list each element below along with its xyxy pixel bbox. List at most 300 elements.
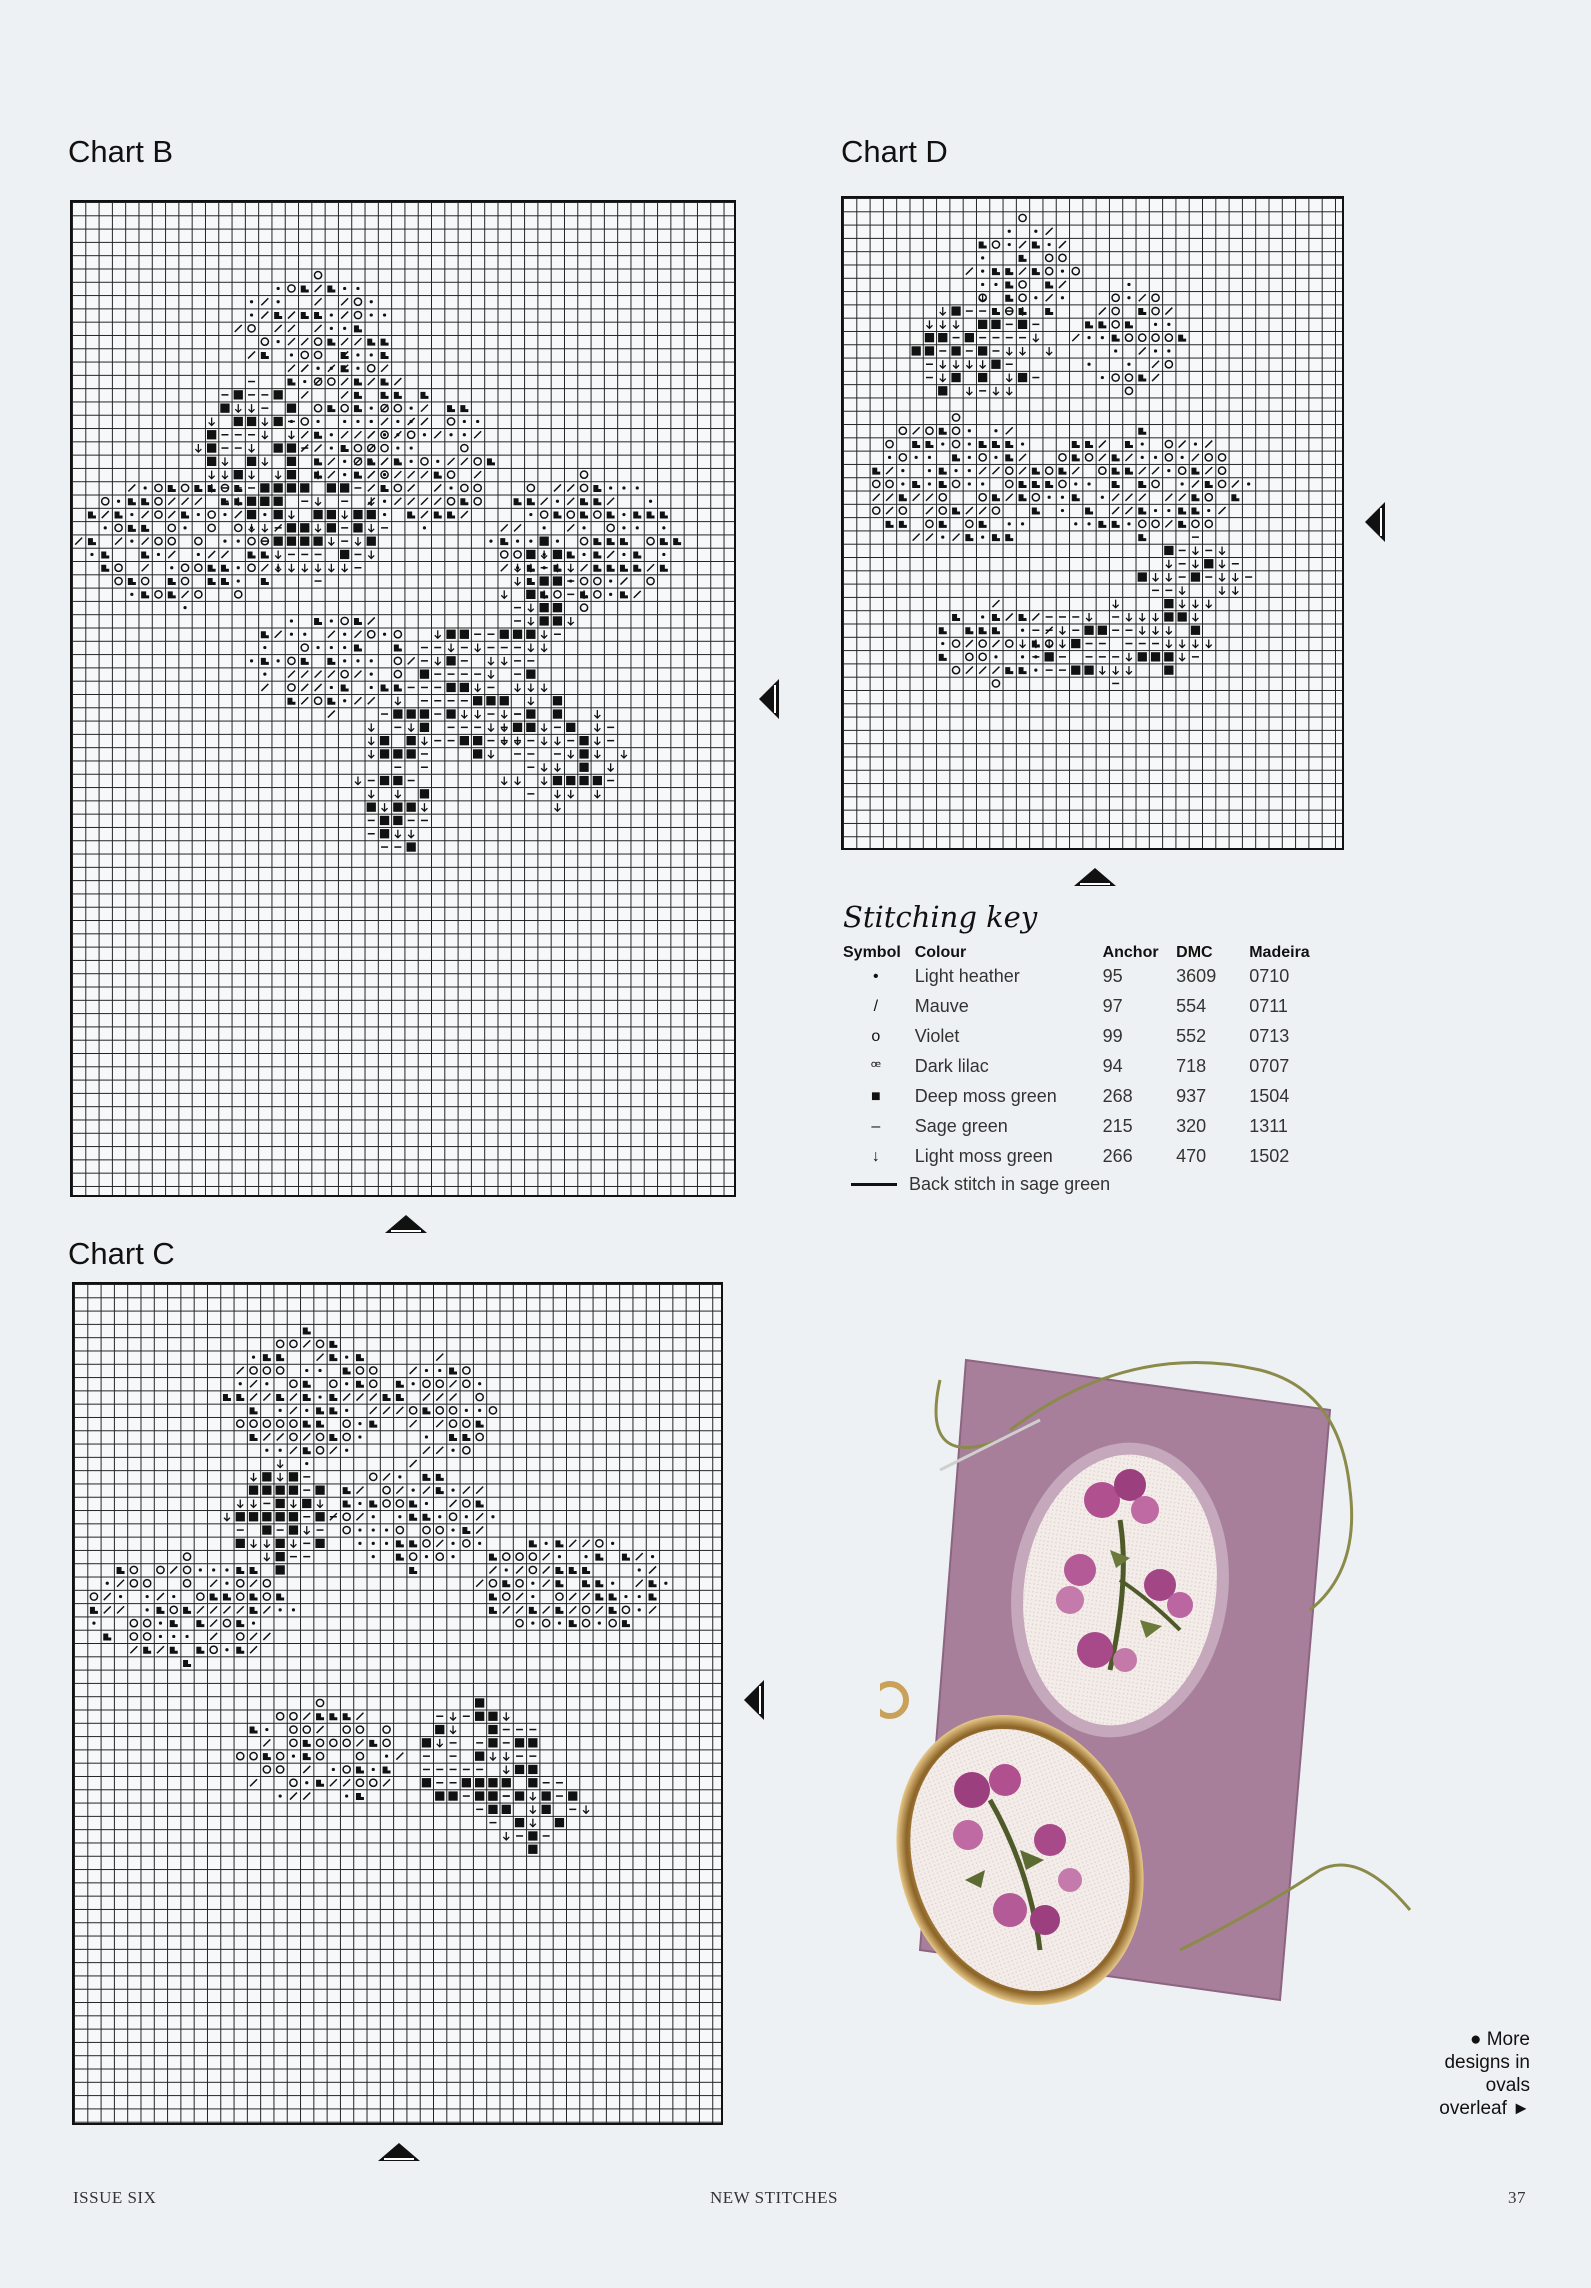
stitch-symbol <box>939 494 946 501</box>
stitch-symbol <box>609 579 612 582</box>
stitch-symbol <box>501 564 508 571</box>
stitch-symbol <box>1019 294 1026 301</box>
stitch-symbol <box>381 458 388 465</box>
key-row <box>843 1116 1323 1146</box>
stitch-symbol <box>181 484 188 491</box>
stitch-symbol <box>1153 573 1159 581</box>
stitch-symbol <box>1018 320 1027 329</box>
stitch-symbol <box>636 486 639 489</box>
stitch-symbol <box>940 320 946 328</box>
stitch-symbol <box>396 433 399 436</box>
stitch-symbol <box>1084 666 1093 675</box>
stitch-symbol <box>1166 626 1172 634</box>
stitch-symbol <box>247 457 256 466</box>
stitch-symbol <box>1127 522 1130 525</box>
stitch-symbol <box>249 444 255 452</box>
stitch-symbol <box>981 615 984 618</box>
more-line3: ovals <box>1485 2075 1530 2096</box>
stitch-symbol <box>343 460 346 463</box>
stitch-symbol <box>556 1593 563 1600</box>
stitch-symbol <box>279 1608 282 1611</box>
stitch-symbol <box>208 524 215 531</box>
stitch-symbol <box>594 710 600 718</box>
stitch-symbol <box>383 1766 391 1773</box>
stitch-symbol <box>383 1407 390 1414</box>
stitch-symbol <box>505 1568 508 1571</box>
stitch-symbol <box>287 404 296 413</box>
stitch-symbol <box>102 498 109 505</box>
stitch-symbol <box>1033 334 1039 342</box>
stitch-symbol <box>501 777 507 785</box>
stitch-symbol <box>1165 334 1172 341</box>
stitch-symbol <box>1085 508 1093 515</box>
stitch-symbol <box>526 670 535 679</box>
stitch-symbol <box>249 471 255 479</box>
stitch-symbol <box>899 454 906 461</box>
stitch-symbol <box>611 1582 614 1585</box>
stitch-symbol <box>276 1539 285 1548</box>
stitch-symbol <box>250 1407 258 1414</box>
stitch-symbol <box>462 1778 471 1787</box>
stitch-symbol <box>939 481 947 488</box>
stitch-symbol <box>328 631 335 638</box>
stitch-symbol <box>1045 652 1054 661</box>
stitch-symbol <box>449 1434 457 1441</box>
stitch-symbol <box>368 697 375 704</box>
stitch-symbol <box>275 631 282 638</box>
stitch-symbol <box>582 1606 589 1613</box>
stitch-symbol <box>212 1568 215 1571</box>
stitch-symbol <box>1192 640 1198 648</box>
stitch-symbol <box>302 1499 311 1508</box>
stitch-symbol <box>290 353 293 356</box>
stitch-symbol <box>622 553 625 556</box>
stitch-symbol <box>356 1381 364 1388</box>
stitch-symbol <box>461 511 468 518</box>
stitch-symbol <box>368 431 375 438</box>
stitch-symbol <box>421 405 428 412</box>
stitch-symbol <box>236 1539 245 1548</box>
stitch-symbol <box>529 1553 536 1560</box>
stitch-symbol <box>1178 612 1187 621</box>
stitch-symbol <box>353 510 362 519</box>
stitch-symbol <box>422 1778 431 1787</box>
stitch-symbol <box>463 433 466 436</box>
stitch-symbol <box>436 460 439 463</box>
stitch-symbol <box>370 313 373 316</box>
stitch-symbol <box>583 1805 589 1813</box>
stitch-symbol <box>1034 230 1037 233</box>
stitch-symbol <box>530 1819 536 1827</box>
stitch-symbol <box>300 483 309 492</box>
stitch-symbol <box>328 471 335 478</box>
stitch-symbol <box>1154 323 1157 326</box>
stitch-symbol <box>300 537 309 546</box>
stitch-symbol <box>553 709 562 718</box>
stitch-symbol <box>354 671 361 678</box>
stitch-symbol <box>501 710 507 718</box>
stitch-symbol <box>446 709 455 718</box>
stitch-symbol <box>516 1620 523 1627</box>
stitch-symbol <box>436 1394 443 1401</box>
stitch-symbol <box>580 512 588 519</box>
stitch-symbol <box>489 1407 496 1414</box>
stitch-symbol <box>410 407 413 410</box>
stitch-symbol <box>287 537 296 546</box>
stitch-symbol <box>1045 481 1053 488</box>
stitch-symbol <box>287 457 296 466</box>
stitch-symbol <box>1127 363 1130 366</box>
stitch-symbol <box>595 1594 603 1601</box>
stitch-symbol <box>237 540 240 543</box>
stitch-symbol <box>1005 281 1013 288</box>
stitch-symbol <box>1087 522 1090 525</box>
stitch-symbol <box>607 538 615 545</box>
stitch-symbol <box>1206 600 1212 608</box>
stitch-symbol <box>463 1447 470 1454</box>
stitch-symbol <box>1194 442 1197 445</box>
stitch-symbol <box>1019 281 1026 288</box>
stitch-symbol <box>1164 546 1173 555</box>
stitch-symbol <box>1152 467 1159 474</box>
key-symbol: ■ <box>871 1087 881 1105</box>
stitch-symbol <box>475 1752 484 1761</box>
stitch-symbol <box>367 510 376 519</box>
stitch-symbol <box>303 1447 311 1454</box>
stitch-symbol <box>157 1593 164 1600</box>
stitch-symbol <box>450 1380 457 1387</box>
stitch-symbol <box>368 550 374 558</box>
stitch-symbol <box>1098 626 1107 635</box>
stitch-symbol <box>315 1486 324 1495</box>
stitch-symbol <box>609 1620 616 1627</box>
stitch-symbol <box>1179 600 1185 608</box>
stitch-symbol <box>314 338 321 345</box>
stitch-symbol <box>526 550 535 559</box>
stitch-symbol <box>928 456 931 459</box>
stitch-symbol <box>1139 520 1146 527</box>
stitch-symbol <box>367 803 376 812</box>
stitch-symbol <box>341 671 348 678</box>
stitch-symbol <box>305 1369 308 1372</box>
stitch-symbol <box>1048 496 1051 499</box>
stitch-symbol <box>461 484 468 491</box>
stitch-symbol <box>381 352 389 359</box>
stitch-symbol <box>343 1394 350 1401</box>
stitch-symbol <box>607 512 615 519</box>
stitch-symbol <box>952 480 959 487</box>
stitch-symbol <box>462 1527 470 1534</box>
stitch-symbol <box>647 538 654 545</box>
stitch-symbol <box>1019 467 1026 474</box>
stitch-symbol <box>265 1449 268 1452</box>
stitch-symbol <box>408 431 415 438</box>
stitch-symbol <box>210 1606 217 1613</box>
stitch-symbol <box>234 470 243 479</box>
stitch-symbol <box>1192 560 1198 568</box>
key-colour: Mauve <box>914 996 969 1016</box>
stitch-symbol <box>88 538 96 545</box>
stitch-symbol <box>288 684 295 691</box>
stitch-symbol <box>1008 522 1011 525</box>
stitch-symbol <box>912 441 920 448</box>
stitch-symbol <box>130 540 133 543</box>
stitch-symbol <box>954 469 957 472</box>
stitch-symbol <box>527 578 535 585</box>
stitch-symbol <box>314 405 321 412</box>
stitch-symbol <box>1059 626 1065 634</box>
stitch-symbol <box>473 749 482 758</box>
stitch-symbol <box>396 1487 403 1494</box>
stitch-symbol <box>381 485 389 492</box>
stitch-symbol <box>88 512 96 519</box>
stitch-symbol <box>515 577 521 585</box>
stitch-symbol <box>409 1567 417 1574</box>
stitch-symbol <box>412 1489 415 1492</box>
stitch-symbol <box>461 444 468 451</box>
key-colour: Dark lilac <box>914 1056 989 1076</box>
stitch-symbol <box>103 1633 111 1640</box>
stitch-symbol <box>170 1606 177 1613</box>
stitch-symbol <box>420 670 429 679</box>
stitch-symbol <box>356 1367 363 1374</box>
stitch-symbol <box>341 338 348 345</box>
stitch-symbol <box>1061 509 1064 512</box>
stitch-symbol <box>288 325 295 332</box>
stitch-symbol <box>488 1738 497 1747</box>
stitch-symbol <box>381 444 388 451</box>
stitch-symbol <box>277 1766 284 1773</box>
stitch-symbol <box>448 644 454 652</box>
stitch-symbol <box>436 1526 443 1533</box>
stitch-symbol <box>279 1449 282 1452</box>
stitch-symbol <box>528 644 534 652</box>
stitch-symbol <box>596 1540 603 1547</box>
stitch-symbol <box>343 1766 350 1773</box>
stitch-symbol <box>979 441 987 448</box>
stitch-symbol <box>421 737 427 745</box>
stitch-symbol <box>503 1832 509 1840</box>
stitch-symbol <box>966 387 972 395</box>
stitch-symbol <box>501 551 508 558</box>
stitch-symbol <box>265 1728 268 1731</box>
stitch-symbol <box>370 460 373 463</box>
stitch-symbol <box>583 1540 590 1547</box>
stitch-symbol <box>330 1380 337 1387</box>
stitch-symbol <box>141 551 149 558</box>
stitch-symbol <box>104 1593 111 1600</box>
more-line1: More <box>1486 2029 1530 2050</box>
chart-c-side-marker <box>742 1678 766 1722</box>
stitch-symbol <box>277 1433 284 1440</box>
stitch-symbol <box>250 1567 258 1574</box>
stitch-symbol <box>463 1380 470 1387</box>
stitch-symbol <box>303 380 306 383</box>
stitch-symbol <box>474 471 481 478</box>
stitch-symbol <box>372 1555 375 1558</box>
stitch-symbol <box>436 1380 443 1387</box>
stitch-symbol <box>314 272 321 279</box>
stitch-symbol <box>940 360 946 368</box>
stitch-symbol <box>1219 546 1225 554</box>
stitch-symbol <box>115 524 122 531</box>
stitch-symbol <box>422 1474 430 1481</box>
stitch-symbol <box>1019 214 1026 221</box>
stitch-symbol <box>368 631 375 638</box>
stitch-symbol <box>531 1622 534 1625</box>
stitch-symbol <box>489 1594 497 1601</box>
stitch-symbol <box>355 777 361 785</box>
stitch-symbol <box>343 287 346 290</box>
stitch-symbol <box>358 1422 361 1425</box>
stitch-symbol <box>966 667 973 674</box>
stitch-symbol <box>1141 456 1144 459</box>
stitch-symbol <box>343 1726 350 1733</box>
stitch-symbol <box>345 1382 348 1385</box>
stitch-symbol <box>209 417 215 425</box>
stitch-symbol <box>583 1593 590 1600</box>
stitch-symbol <box>450 1726 456 1734</box>
stitch-symbol <box>101 551 109 558</box>
stitch-symbol <box>607 524 614 531</box>
stitch-symbol <box>609 1607 617 1614</box>
stitch-symbol <box>979 521 987 528</box>
stitch-symbol <box>316 367 319 370</box>
stitch-symbol <box>368 484 375 491</box>
stitch-symbol <box>234 498 242 505</box>
key-header-madeira: Madeira <box>1249 944 1310 961</box>
stitch-symbol <box>144 1633 151 1640</box>
stitch-symbol <box>554 591 561 598</box>
stitch-symbol <box>447 418 454 425</box>
stitch-symbol <box>358 1502 361 1505</box>
stitch-symbol <box>555 1607 563 1614</box>
stitch-symbol <box>330 1779 337 1786</box>
stitch-symbol <box>330 646 333 649</box>
stitch-symbol <box>343 646 346 649</box>
stitch-symbol <box>142 577 149 584</box>
key-symbol: o <box>871 1027 881 1045</box>
stitch-symbol <box>290 1779 297 1786</box>
stitch-symbol <box>394 645 402 652</box>
stitch-symbol <box>314 697 321 704</box>
stitch-symbol <box>328 564 334 572</box>
stitch-symbol <box>993 387 999 395</box>
stitch-symbol <box>1006 480 1013 487</box>
stitch-symbol <box>1021 442 1024 445</box>
stitch-symbol <box>476 1421 484 1428</box>
stitch-symbol <box>263 1739 270 1746</box>
stitch-symbol <box>1205 520 1212 527</box>
stitch-symbol <box>385 1542 388 1545</box>
stitch-symbol <box>1191 572 1200 581</box>
stitch-symbol <box>289 1486 298 1495</box>
stitch-symbol <box>328 378 335 385</box>
stitch-symbol <box>303 1766 310 1773</box>
stitch-symbol <box>486 696 495 705</box>
stitch-symbol <box>328 458 335 465</box>
stitch-symbol <box>1166 573 1172 581</box>
stitch-symbol <box>1019 614 1027 621</box>
stitch-symbol <box>102 511 109 518</box>
stitch-symbol <box>899 427 906 434</box>
stitch-symbol <box>474 458 481 465</box>
stitch-symbol <box>356 1766 364 1773</box>
stitch-symbol <box>170 566 173 569</box>
stitch-symbol <box>181 564 188 571</box>
stitch-symbol <box>1218 454 1225 461</box>
stitch-symbol <box>1061 296 1064 299</box>
stitch-symbol <box>343 473 346 476</box>
stitch-symbol <box>289 1512 298 1521</box>
stitch-symbol <box>541 763 547 771</box>
stitch-symbol <box>529 540 532 543</box>
stitch-symbol <box>968 482 971 485</box>
stitch-symbol <box>1084 626 1093 635</box>
stitch-symbol <box>383 313 386 316</box>
stitch-symbol <box>423 1380 430 1387</box>
stitch-symbol <box>965 333 974 342</box>
key-row <box>843 1146 1323 1176</box>
stitch-symbol <box>328 711 335 718</box>
stitch-symbol <box>183 526 186 529</box>
stitch-symbol <box>450 1394 457 1401</box>
stitch-symbol <box>368 617 375 624</box>
stitch-symbol <box>249 1486 258 1495</box>
stitch-symbol <box>1087 336 1090 339</box>
stitch-symbol <box>634 591 641 598</box>
stitch-symbol <box>912 481 920 488</box>
stitch-symbol <box>992 308 1000 315</box>
stitch-symbol <box>425 1555 428 1558</box>
stitch-symbol <box>341 405 348 412</box>
stitch-symbol <box>1167 509 1170 512</box>
stitch-symbol <box>130 1633 137 1640</box>
stitch-symbol <box>1098 321 1106 328</box>
stitch-symbol <box>130 1620 137 1627</box>
stitch-symbol <box>396 1540 404 1547</box>
stitch-symbol <box>368 378 375 385</box>
stitch-symbol <box>926 427 933 434</box>
stitch-symbol <box>594 737 600 745</box>
stitch-symbol <box>168 591 176 598</box>
stitch-symbol <box>262 1525 271 1534</box>
stitch-symbol <box>941 536 944 539</box>
stitch-symbol <box>593 498 601 505</box>
stitch-symbol <box>196 1647 204 1654</box>
stitch-symbol <box>316 1421 324 1428</box>
key-dmc: 470 <box>1176 1146 1207 1166</box>
stitch-symbol <box>649 1566 656 1573</box>
stitch-symbol <box>541 683 547 691</box>
stitch-symbol <box>303 1328 311 1335</box>
stitch-symbol <box>183 1580 190 1587</box>
chart-b-side-marker <box>757 677 781 721</box>
stitch-symbol <box>316 1713 324 1720</box>
stitch-symbol <box>474 498 481 505</box>
stitch-symbol <box>316 1407 324 1414</box>
key-row <box>843 966 1323 996</box>
stitch-symbol <box>421 498 428 505</box>
stitch-symbol <box>621 750 627 758</box>
stitch-symbol <box>410 420 413 423</box>
stitch-symbol <box>370 1367 377 1374</box>
stitch-symbol <box>1032 468 1040 475</box>
stitch-symbol <box>580 471 587 478</box>
stitch-symbol <box>236 1620 244 1627</box>
stitch-symbol <box>223 540 226 543</box>
stitch-symbol <box>461 710 467 718</box>
